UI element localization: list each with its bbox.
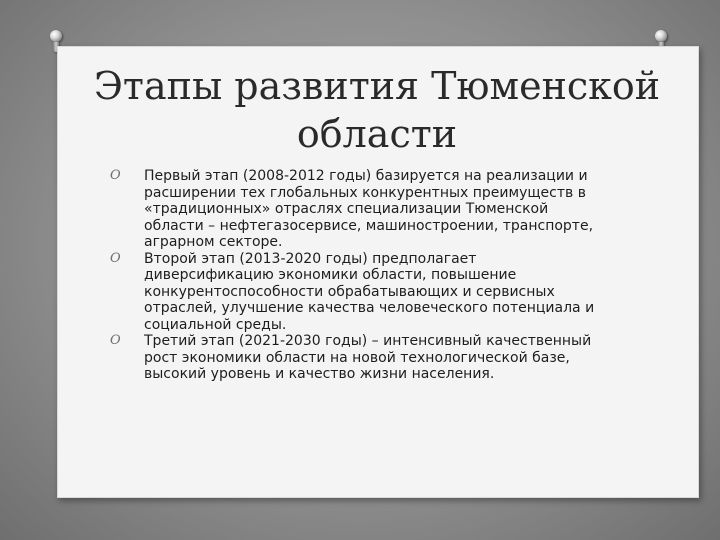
- bullet-item-stage-1: [110, 168, 610, 251]
- bullet-list: [110, 168, 610, 383]
- bullet-marker-icon: O: [110, 168, 121, 183]
- bullet-item-stage-3: [110, 333, 610, 383]
- slide-title: Этапы развития Тюменской области: [93, 64, 661, 156]
- bullet-marker-icon: O: [110, 333, 121, 348]
- bullet-item-stage-2: [110, 251, 610, 334]
- bullet-text: Второй этап (2013-2020 годы) предполагает диверсификацию экономики области, повышение конкурентоспособности обрабатывающих и сервисных отраслей, улучшение качества человеческого потенциала и социальной среды.: [144, 250, 595, 333]
- bullet-marker-icon: O: [110, 250, 121, 266]
- pushpin-right-icon: [655, 30, 667, 42]
- bullet-text: Первый этап (2008-2012 годы) базируется на реализации и расширении тех глобальных конкурентных преимуществ в «традиционных» отраслях специализации Тюменской области – нефтегазосервисе, машиностроении, транспорте, аграрном секторе.: [144, 168, 594, 250]
- pushpin-left-icon: [50, 30, 62, 42]
- bullet-text: Третий этап (2021-2030 годы) – интенсивный качественный рост экономики области на новой технологической базе, высокий уровень и качество жизни населения.: [144, 333, 592, 382]
